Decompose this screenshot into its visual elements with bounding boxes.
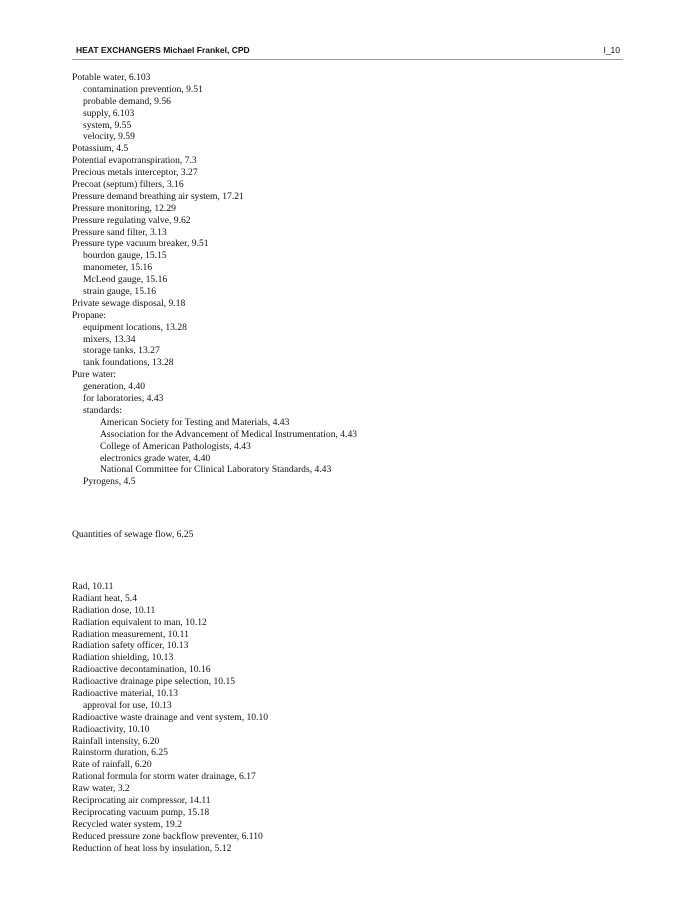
index-entry: Reciprocating air compressor, 14.11 — [72, 795, 211, 807]
index-subentry: velocity, 9.59 — [83, 131, 135, 143]
index-subentry: mixers, 13.34 — [83, 333, 136, 345]
index-entry: Rad, 10.11 — [72, 581, 114, 592]
index-subentry: American Society for Testing and Materials, 4.43 — [100, 416, 290, 428]
index-entry: Precoat (septum) filters, 3.16 — [72, 179, 184, 191]
index-subentry: electronics grade water, 4.40 — [100, 452, 211, 464]
index-subentry: system, 9.55 — [83, 119, 132, 131]
index-entry: Pressure demand breathing air system, 17.21 — [72, 190, 244, 202]
index-subentry: strain gauge, 15.16 — [83, 286, 157, 298]
page-number: I_10 — [603, 45, 620, 55]
index-entry: Potential evapotranspiration, 7.3 — [72, 155, 197, 167]
index-entry: Radioactive waste drainage and vent system, 10.10 — [72, 711, 269, 723]
index-entry: Raw water, 3.2 — [72, 783, 130, 795]
index-entry: Pressure type vacuum breaker, 9.51 — [72, 238, 209, 250]
index-subentry: National Committee for Clinical Laboratory Standards, 4.43 — [100, 464, 332, 476]
index-entry: Radiant heat, 5.4 — [72, 592, 138, 604]
index-entry: Radiation dose, 10.11 — [72, 604, 156, 616]
index-entry: Radiation measurement, 10.11 — [72, 628, 189, 640]
index-entry: Radioactivity, 10.10 — [72, 723, 150, 735]
index-entry: Potable water, 6.103 — [72, 72, 151, 83]
index-entry: Rate of rainfall, 6.20 — [72, 759, 152, 771]
index-subentry: generation, 4.40 — [83, 381, 146, 393]
index-entry: Reduction of heat loss by insulation, 5.12 — [72, 842, 232, 854]
index-entry: Pressure sand filter, 3.13 — [72, 226, 167, 238]
index-subentry: manometer, 15.16 — [83, 262, 153, 274]
index-entry: Private sewage disposal, 9.18 — [72, 297, 186, 309]
index-section-r — [72, 581, 268, 854]
index-subentry: storage tanks, 13.27 — [83, 345, 160, 357]
index-subentry: for laboratories, 4.43 — [83, 393, 164, 405]
index-entry: Quantities of sewage flow, 6.25 — [72, 529, 194, 540]
index-entry: Radiation equivalent to man, 10.12 — [72, 616, 207, 628]
index-entry: Reciprocating vacuum pump, 15.18 — [72, 806, 210, 818]
index-section-q — [72, 529, 193, 541]
index-entry: Potassium, 4.5 — [72, 143, 129, 155]
index-entry: Pressure regulating valve, 9.62 — [72, 214, 191, 226]
index-entry: Pressure monitoring, 12.29 — [72, 202, 176, 214]
index-subentry: equipment locations, 13.28 — [83, 321, 187, 333]
index-entry: Radioactive material, 10.13 — [72, 688, 179, 700]
index-subentry: Association for the Advancement of Medical Instrumentation, 4.43 — [100, 428, 358, 440]
index-subentry: McLeod gauge, 15.16 — [83, 274, 168, 286]
index-subentry: tank foundations, 13.28 — [83, 357, 174, 369]
index-entry: Rainstorm duration, 6.25 — [72, 747, 168, 759]
index-entry: Rainfall intensity, 6.20 — [72, 735, 160, 747]
index-entry: Pure water: — [72, 369, 116, 381]
index-entry: Radioactive drainage pipe selection, 10.15 — [72, 676, 236, 688]
index-entry: Precious metals interceptor, 3.27 — [72, 167, 198, 179]
index-entry: Rational formula for storm water drainage, 6.17 — [72, 771, 256, 783]
index-entry: Radiation shielding, 10.13 — [72, 652, 174, 664]
index-subentry: probable demand, 9.56 — [83, 95, 171, 107]
index-subentry: standards: — [83, 404, 122, 416]
index-section-p — [72, 72, 357, 488]
header-title: HEAT EXCHANGERS Michael Frankel, CPD — [76, 45, 250, 55]
index-subentry: approval for use, 10.13 — [83, 699, 172, 711]
index-subentry: supply, 6.103 — [83, 107, 135, 119]
index-entry: Radioactive decontamination, 10.16 — [72, 664, 211, 676]
running-header — [72, 43, 623, 60]
index-subentry: College of American Pathologists, 4.43 — [100, 440, 251, 452]
index-entry: Radiation safety officer, 10.13 — [72, 640, 189, 652]
index-subentry: contamination prevention, 9.51 — [83, 83, 203, 95]
index-entry: Propane: — [72, 309, 107, 321]
index-entry: Recycled water system, 19.2 — [72, 818, 183, 830]
index-subentry: bourdon gauge, 15.15 — [83, 250, 167, 262]
index-subentry: Pyrogens, 4.5 — [83, 476, 136, 488]
index-entry: Reduced pressure zone backflow preventer, 6.110 — [72, 830, 263, 842]
